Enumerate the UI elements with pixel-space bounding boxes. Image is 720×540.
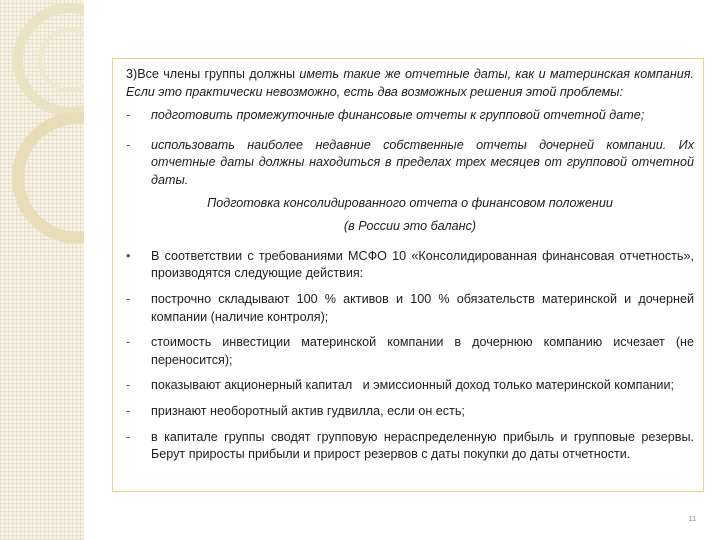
section-subheading: (в России это баланс)	[343, 219, 477, 234]
intro-italic: иметь такие же отчетные даты, как и материнская компания. Если это практически невозможно, есть два возможных решения этой проблемы:	[126, 67, 694, 99]
dash-marker: -	[126, 108, 131, 123]
section-heading: Подготовка консолидированного отчета о финансовом положении	[207, 195, 613, 210]
list-item-text: в капитале группы сводят групповую нераспределенную прибыль и групповые резервы. Берут приросты прибыли и прирост резервов с даты покупки до даты отчетности.	[151, 429, 694, 462]
slide-content	[126, 66, 694, 464]
page-number: 11	[688, 516, 696, 523]
bullet-item	[126, 248, 694, 283]
dash-marker: -	[126, 137, 131, 152]
bullet-item-text: В соответствии с требованиями МСФО 10 «Консолидированная финансовая отчетность», производятся следующие действия:	[151, 248, 694, 281]
list-item-text: признают необоротный актив гудвилла, если он есть;	[151, 403, 465, 418]
bullet-marker: •	[126, 248, 131, 263]
list-item	[126, 377, 694, 395]
list-item-text: подготовить промежуточные финансовые отчеты к групповой отчетной дате;	[151, 108, 645, 123]
list-item	[126, 291, 694, 326]
decorative-rings-graphic	[0, 0, 84, 540]
list-item	[126, 107, 694, 125]
list-item	[126, 403, 694, 421]
list-item-text: стоимость инвестиции материнской компании в дочернюю компанию исчезает (не переносится);	[151, 335, 694, 367]
list-item-text: построчно складывают 100 % активов и 100 % обязательств материнской и дочерней компании (наличие контроля);	[151, 291, 694, 324]
dash-marker: -	[126, 403, 131, 418]
intro-paragraph	[126, 66, 694, 101]
dash-marker: -	[126, 378, 131, 393]
list-item-text: показывают акционерный капитал и эмиссионный доход только материнской компании;	[151, 378, 674, 393]
list-item	[126, 334, 694, 369]
dash-marker: -	[126, 291, 131, 306]
list-item	[126, 429, 694, 464]
list-item-text: использовать наиболее недавние собственные отчеты дочерней компании. Их отчетные даты должны находиться в пределах трех месяцев от групповой отчетной даты.	[151, 137, 694, 187]
list-item	[126, 137, 694, 190]
dash-marker: -	[126, 335, 131, 350]
decorative-side-panel	[0, 0, 84, 540]
dash-marker: -	[126, 429, 131, 444]
intro-lead: 3)Все члены группы должны	[126, 67, 300, 81]
